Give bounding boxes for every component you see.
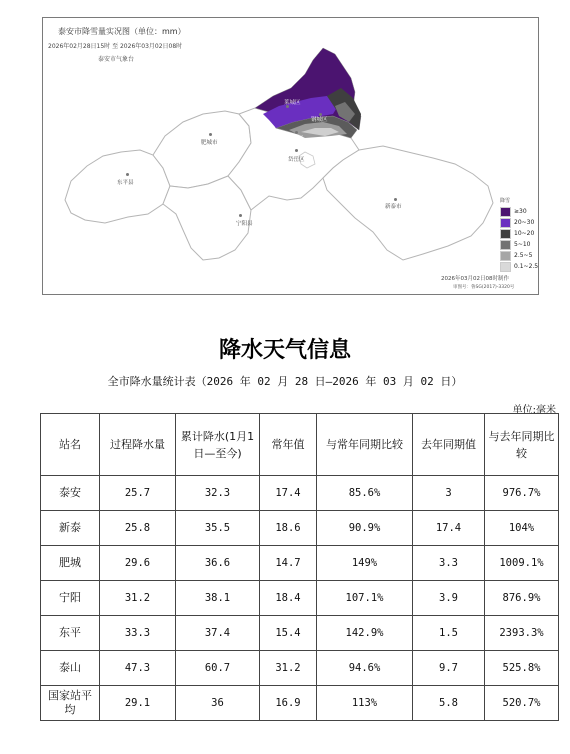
region-xintai: [323, 146, 493, 260]
header-vs-normal: 与常年同期比较: [317, 414, 413, 476]
value-cell: 976.7%: [485, 476, 559, 511]
legend-swatch: [500, 229, 511, 239]
table-row: [41, 546, 559, 581]
place-label-gangcheng: 钢城区: [311, 117, 328, 123]
station-name-cell: 宁阳: [41, 581, 100, 616]
header-last-year: 去年同期值: [413, 414, 485, 476]
header-normal-value: 常年值: [260, 414, 317, 476]
legend-title: 降雪: [500, 198, 511, 204]
table-row: [41, 511, 559, 546]
value-cell: 47.3: [100, 651, 176, 686]
map-approval-number: 审图号：鲁SG(2017)-3320号: [453, 285, 515, 290]
document-title: 降水天气信息: [218, 337, 351, 363]
value-cell: 33.3: [100, 616, 176, 651]
value-cell: 85.6%: [317, 476, 413, 511]
legend-label: 10~20: [514, 230, 535, 237]
legend-swatch: [500, 251, 511, 261]
precipitation-table: [40, 413, 559, 721]
legend-label: 2.5~5: [514, 252, 533, 259]
map-time-range: 2026年02月28日15时 至 2026年03月02日08时: [48, 43, 183, 50]
value-cell: 104%: [485, 511, 559, 546]
value-cell: 37.4: [176, 616, 260, 651]
value-cell: 876.9%: [485, 581, 559, 616]
map-organization: 泰安市气象台: [98, 56, 135, 63]
place-label-ningyang: 宁阳县: [236, 221, 253, 227]
legend-swatch: [500, 262, 511, 272]
value-cell: 107.1%: [317, 581, 413, 616]
station-name-cell: 东平: [41, 616, 100, 651]
header-process-precip: 过程降水量: [100, 414, 176, 476]
station-dot-daiyue: [295, 149, 298, 152]
value-cell: 32.3: [176, 476, 260, 511]
place-label-feicheng: 肥城市: [201, 140, 218, 146]
value-cell: 1.5: [413, 616, 485, 651]
value-cell: 16.9: [260, 686, 317, 721]
place-label-laiwu: 莱城区: [284, 100, 301, 106]
header-station: 站名: [41, 414, 100, 476]
station-name-cell: 肥城: [41, 546, 100, 581]
value-cell: 18.4: [260, 581, 317, 616]
region-dongping: [65, 150, 170, 223]
legend-item: [500, 250, 540, 261]
snowfall-map: [42, 17, 539, 295]
unit-label: 单位:毫米: [512, 405, 556, 416]
value-cell: 14.7: [260, 546, 317, 581]
legend-label: 20~30: [514, 219, 535, 226]
table-header-row: [41, 414, 559, 476]
value-cell: 3.9: [413, 581, 485, 616]
value-cell: 18.6: [260, 511, 317, 546]
value-cell: 3.3: [413, 546, 485, 581]
value-cell: 90.9%: [317, 511, 413, 546]
value-cell: 94.6%: [317, 651, 413, 686]
value-cell: 60.7: [176, 651, 260, 686]
value-cell: 25.8: [100, 511, 176, 546]
map-made-time: 2026年03月02日08时制作: [441, 276, 509, 282]
region-ningyang: [163, 176, 251, 260]
value-cell: 38.1: [176, 581, 260, 616]
place-label-daiyue: 岱岳区: [288, 157, 305, 163]
value-cell: 29.1: [100, 686, 176, 721]
legend-item: [500, 217, 540, 228]
station-dot-feicheng: [209, 133, 212, 136]
map-legend: [500, 197, 540, 272]
map-title: 泰安市降雪量实况图（单位：mm）: [58, 27, 186, 36]
value-cell: 9.7: [413, 651, 485, 686]
station-name-cell: 国家站平均: [41, 686, 100, 721]
station-dot-xintai: [394, 198, 397, 201]
station-name-cell: 泰安: [41, 476, 100, 511]
header-vs-last-year: 与去年同期比较: [485, 414, 559, 476]
station-name-cell: 泰山: [41, 651, 100, 686]
value-cell: 2393.3%: [485, 616, 559, 651]
table-row: [41, 476, 559, 511]
legend-item: [500, 239, 540, 250]
table-row: [41, 651, 559, 686]
legend-swatch: [500, 218, 511, 228]
value-cell: 36: [176, 686, 260, 721]
value-cell: 15.4: [260, 616, 317, 651]
value-cell: 25.7: [100, 476, 176, 511]
legend-label: 0.1~2.5: [514, 263, 539, 270]
value-cell: 5.8: [413, 686, 485, 721]
value-cell: 520.7%: [485, 686, 559, 721]
table-row: [41, 616, 559, 651]
value-cell: 3: [413, 476, 485, 511]
table-row: [41, 581, 559, 616]
legend-swatch: [500, 207, 511, 217]
header-accumulated-precip: 累计降水(1月1日—至今): [176, 414, 260, 476]
value-cell: 17.4: [260, 476, 317, 511]
value-cell: 31.2: [260, 651, 317, 686]
legend-item: [500, 261, 540, 272]
value-cell: 29.6: [100, 546, 176, 581]
value-cell: 142.9%: [317, 616, 413, 651]
document-subtitle: 全市降水量统计表（2026 年 02 月 28 日—2026 年 03 月 02 日）: [107, 375, 463, 388]
value-cell: 525.8%: [485, 651, 559, 686]
value-cell: 17.4: [413, 511, 485, 546]
value-cell: 113%: [317, 686, 413, 721]
legend-item: [500, 206, 540, 217]
place-label-xintai: 新泰市: [385, 204, 402, 210]
value-cell: 35.5: [176, 511, 260, 546]
table-row: [41, 686, 559, 721]
station-dot-ningyang: [239, 214, 242, 217]
value-cell: 1009.1%: [485, 546, 559, 581]
place-label-dongping: 东平县: [117, 180, 134, 186]
value-cell: 149%: [317, 546, 413, 581]
legend-label: ≥30: [514, 208, 527, 215]
station-name-cell: 新泰: [41, 511, 100, 546]
legend-item: [500, 228, 540, 239]
legend-label: 5~10: [514, 241, 531, 248]
value-cell: 36.6: [176, 546, 260, 581]
value-cell: 31.2: [100, 581, 176, 616]
legend-swatch: [500, 240, 511, 250]
station-dot-dongping: [126, 173, 129, 176]
place-label-taishan: 泰山区: [287, 136, 304, 142]
